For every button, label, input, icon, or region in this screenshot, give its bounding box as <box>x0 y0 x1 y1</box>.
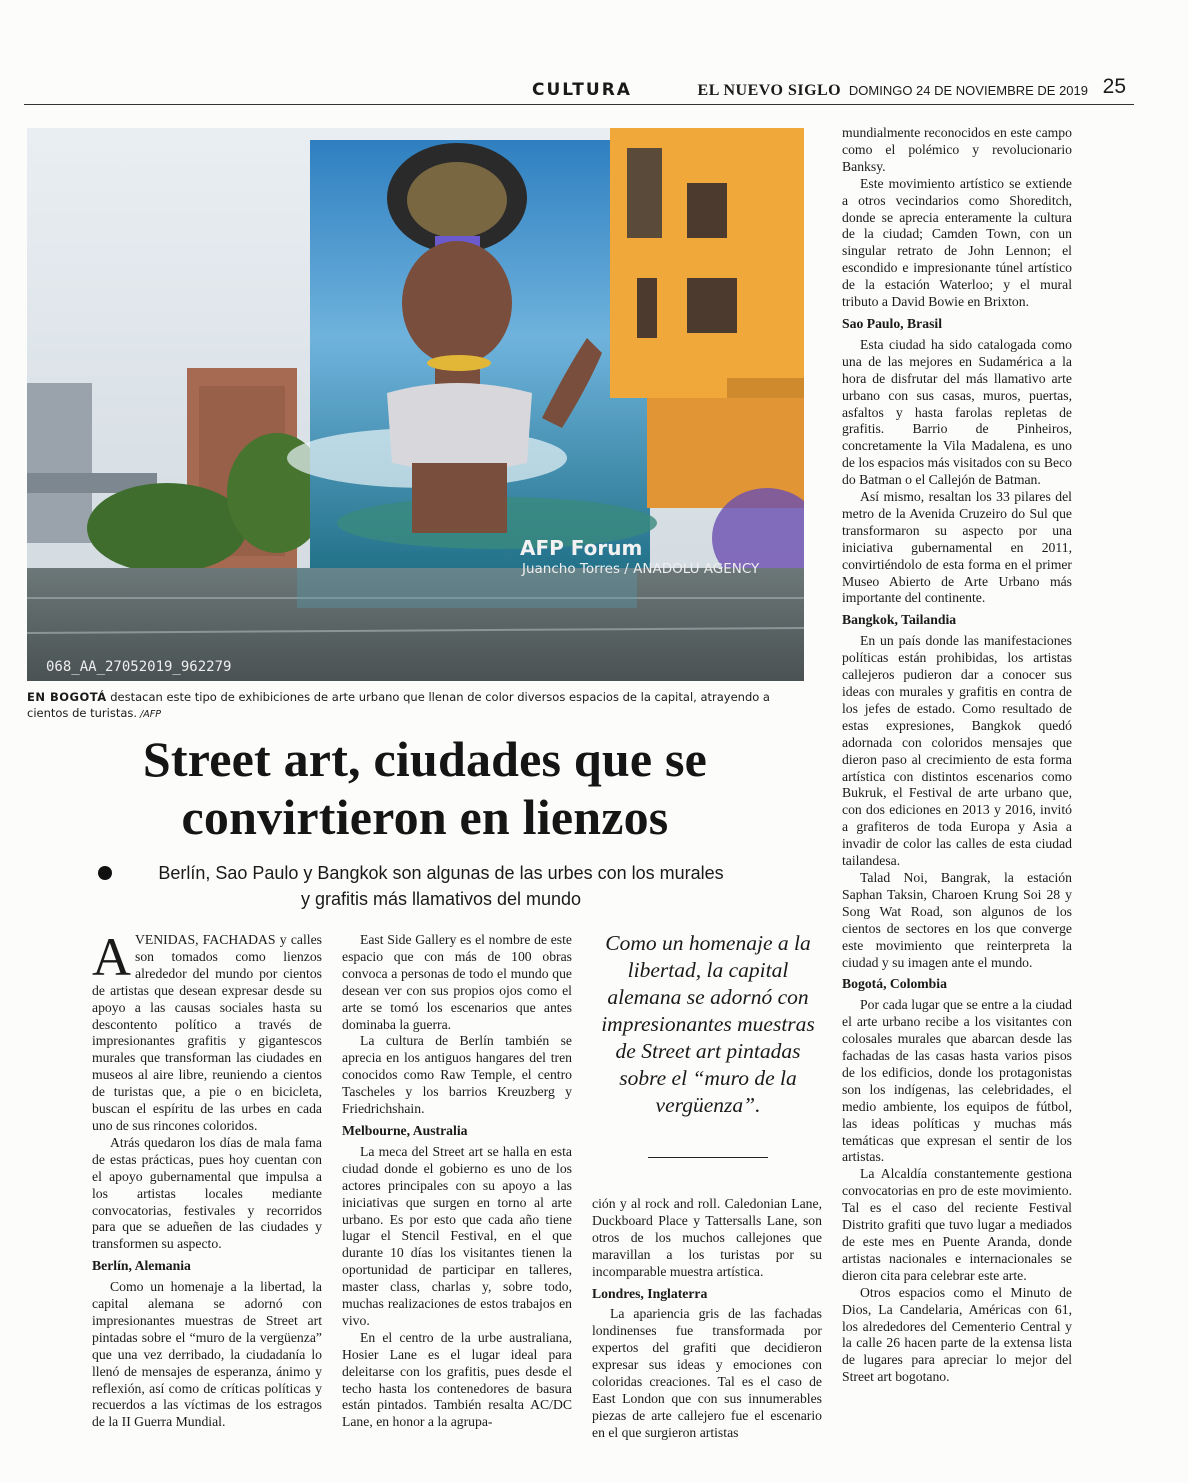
issue-date: DOMINGO 24 DE NOVIEMBRE DE 2019 <box>848 83 1088 98</box>
paragraph: East Side Gallery es el nombre de este espacio que con más de 100 obras convoca a personas de todo el mundo que desean ver con sus propios ojos como el arte se tomó los escenarios que antes dominaba la guerra. <box>342 932 572 1032</box>
body-column-1 <box>92 927 322 1431</box>
body-column-4 <box>842 125 1072 1386</box>
caption-lead: EN BOGOTÁ <box>27 690 107 704</box>
headline <box>40 730 810 846</box>
deck <box>96 860 786 912</box>
paragraph: En un país donde las manifestaciones políticas están prohibidas, los artistas callejeros pudieron dar a conocer sus ideas con murales y grafitis en contra de los jefes de estado. Como resultado de estas expresiones, Bangkok quedó adornada con coloridos mensajes que dieron paso al crecimiento de esta forma artística con distintos escenarios como Bukruk, el Festival de arte urbano que, con dos ediciones en 2013 y 2016, invitó a grafiteros de toda Europa y Asia a invadir de color las calles de esta ciudad tailandesa. <box>842 633 1072 869</box>
watermark-credit: Juancho Torres / ANADOLU AGENCY <box>522 561 760 577</box>
photo-id: 068_AA_27052019_962279 <box>46 659 232 675</box>
paragraph: Esta ciudad ha sido catalogada como una de las mejores en Sudamérica a la hora de disfrutar del más llamativo arte urbano con sus casas, muros, puertas, asfaltos y hasta farolas repletas de grafitis. Barrio de Pinheiros, concretamente la Vila Madalena, es uno de los espacios más visitados con su Beco do Batman o el Callejón de Batman. <box>842 336 1072 488</box>
section-label: CULTURA <box>532 80 632 100</box>
intro-paragraph: AVENIDAS, FACHADAS y calles son tomados como lienzos alrededor del mundo por cientos de artistas que desean expresar desde su apoyo a las causas sociales hasta su descontento político a través de impresionantes grafitis y gigantescos murales que transforman las ciudades en museos al aire libre, reuniendo a cientos de turistas que, a pie o en bicicleta, buscan el espíritu de las urbes en cada uno de sus rincones coloridos. <box>92 927 322 1133</box>
caption-text: destacan este tipo de exhibiciones de arte urbano que llenan de color diversos espacios de la capital, atrayendo a cientos de turistas. <box>27 690 770 720</box>
mural-illustration <box>27 128 804 681</box>
watermark-title: AFP Forum <box>520 536 643 560</box>
header-rule <box>24 104 1134 105</box>
photo-caption <box>27 689 804 723</box>
page-header <box>24 75 1134 104</box>
subhead-bogota: Bogotá, Colombia <box>842 976 947 992</box>
subhead-berlin: Berlín, Alemania <box>92 1258 191 1274</box>
caption-credit: /AFP <box>137 709 161 720</box>
paragraph: La meca del Street art se halla en esta ciudad donde el gobierno es uno de los actores principales con su apoyo a las iniciativas que surgen en torno al arte urbano. Es por esto que cada año tiene lugar el Stencil Festival, en el que durante 10 días los visitantes tienen la oportunidad de participar en talleres, master class, charlas y, sobre todo, muchas realizaciones de estos trabajos en vivo. <box>342 1143 572 1328</box>
headline-line-2: convirtieron en lienzos <box>181 789 669 845</box>
subhead-londres: Londres, Inglaterra <box>592 1285 708 1301</box>
newspaper-name: EL NUEVO SIGLO <box>697 82 842 99</box>
paragraph: Otros espacios como el Minuto de Dios, La Candelaria, Américas con 61, los alrededores del Cementerio Central y la calle 26 hacen parte de la extensa lista de lugares para apreciar lo mejor del Street art bogotano. <box>842 1284 1072 1385</box>
deck-line-1: Berlín, Sao Paulo y Bangkok son algunas de las urbes con los murales <box>158 863 724 883</box>
paragraph: ción y al rock and roll. Caledonian Lane, Duckboard Place y Tattersalls Lane, son otros de los muchos callejones que maravillan a los turistas por su incomparable muestra artística. <box>592 1196 822 1279</box>
subhead-melbourne: Melbourne, Australia <box>342 1122 468 1138</box>
paragraph: Atrás quedaron los días de mala fama de estas prácticas, pues hoy cuentan con el apoyo gubernamental que impulsa a los artistas locales mediante convocatorias, festivales y recorridos para que se adueñen de las ciudades y transformen su aspecto. <box>92 1134 322 1252</box>
pull-quote: Como un homenaje a la libertad, la capital alemana se adornó con impresionantes muestras de Street art pintadas sobre el “muro de la vergüenza”. <box>601 931 815 1117</box>
body-column-2 <box>342 932 572 1431</box>
deck-line-2: y grafitis más llamativos del mundo <box>300 889 582 909</box>
paragraph: Por cada lugar que se entre a la ciudad el arte urbano recibe a los visitantes con colosales murales que abarcan desde las fachadas de las casas hasta varios pisos de los edificios, donde los protagonistas son los indígenas, las celebridades, el medio ambiente, los equipos de fútbol, las ideas políticas y muchas más temáticas que expresan el sentir de los artistas. <box>842 997 1072 1165</box>
paragraph: Como un homenaje a la libertad, la capital alemana se adornó con impresionantes muestras de Street art pintadas sobre el “muro de la vergüenza” que una vez derribado, la ciudadanía lo llenó de mensajes de esperanza, ánimo y reflexión, así como de críticas políticas y recuerdos a las víctimas de los estragos de la II Guerra Mundial. <box>92 1279 322 1430</box>
pull-quote-rule <box>648 1157 768 1158</box>
paragraph: mundialmente reconocidos en este campo como el polémico y revolucionario Banksy. <box>842 125 1072 174</box>
paragraph: En el centro de la urbe australiana, Hosier Lane es el lugar ideal para deleitarse con los grafitis, pues desde el techo hasta los contenedores de basura están pintados. También resalta AC/DC Lane, en honor a la agrupa- <box>342 1329 572 1430</box>
headline-line-1: Street art, ciudades que se <box>142 731 708 787</box>
paragraph: La apariencia gris de las fachadas londinenses fue transformada por expertos del grafiti que decidieron expresar sus ideas y emociones con coloridas creaciones. Tal es el caso de East London que con sus innumerables piezas de arte callejero fue el escenario en el que surgieron artistas <box>592 1306 822 1440</box>
masthead <box>698 82 1088 100</box>
paragraph: Este movimiento artístico se extiende a otros vecindarios como Shoreditch, donde se aprecia enteramente la cultura de la ciudad; Camden Town, con un singular retrato de John Lennon; el escondido e impresionante túnel artístico de la estación Waterloo; y el mural tributo a David Bowie en Brixton. <box>842 175 1072 310</box>
paragraph: Talad Noi, Bangrak, la estación Saphan Taksin, Charoen Krung Soi 28 y Song Wat Road, son algunos de los cientos de sectores en los que converge este movimiento que reinterpreta la ciudad y su imagen ante el mundo. <box>842 869 1072 970</box>
subhead-bangkok: Bangkok, Tailandia <box>842 612 957 628</box>
paragraph: La Alcaldía constantemente gestiona convocatorias en pro de este movimiento. Tal es el caso del reciente Festival Distrito grafiti que tuvo lugar a mediados de este mes en Puente Aranda, donde artistas nacionales e internacionales se dieron cita para celebrar este arte. <box>842 1166 1072 1283</box>
paragraph: La cultura de Berlín también se aprecia en los antiguos hangares del tren conocidos como Raw Temple, el centro Tascheles y los barrios Kreuzberg y Friedrichshain. <box>342 1033 572 1117</box>
subhead-sao-paulo: Sao Paulo, Brasil <box>842 315 943 331</box>
paragraph: Así mismo, resaltan los 33 pilares del metro de la Avenida Cruzeiro do Sul que transformaron su aspecto por una iniciativa gubernamental en 2011, convirtiéndolo de esta forma en el primer Museo Abierto de Arte Urbano más importante del continente. <box>842 489 1072 606</box>
drop-cap: A <box>92 927 131 987</box>
body-column-3 <box>592 1196 822 1442</box>
mural-photo <box>27 128 804 681</box>
page-number: 25 <box>1102 75 1126 98</box>
